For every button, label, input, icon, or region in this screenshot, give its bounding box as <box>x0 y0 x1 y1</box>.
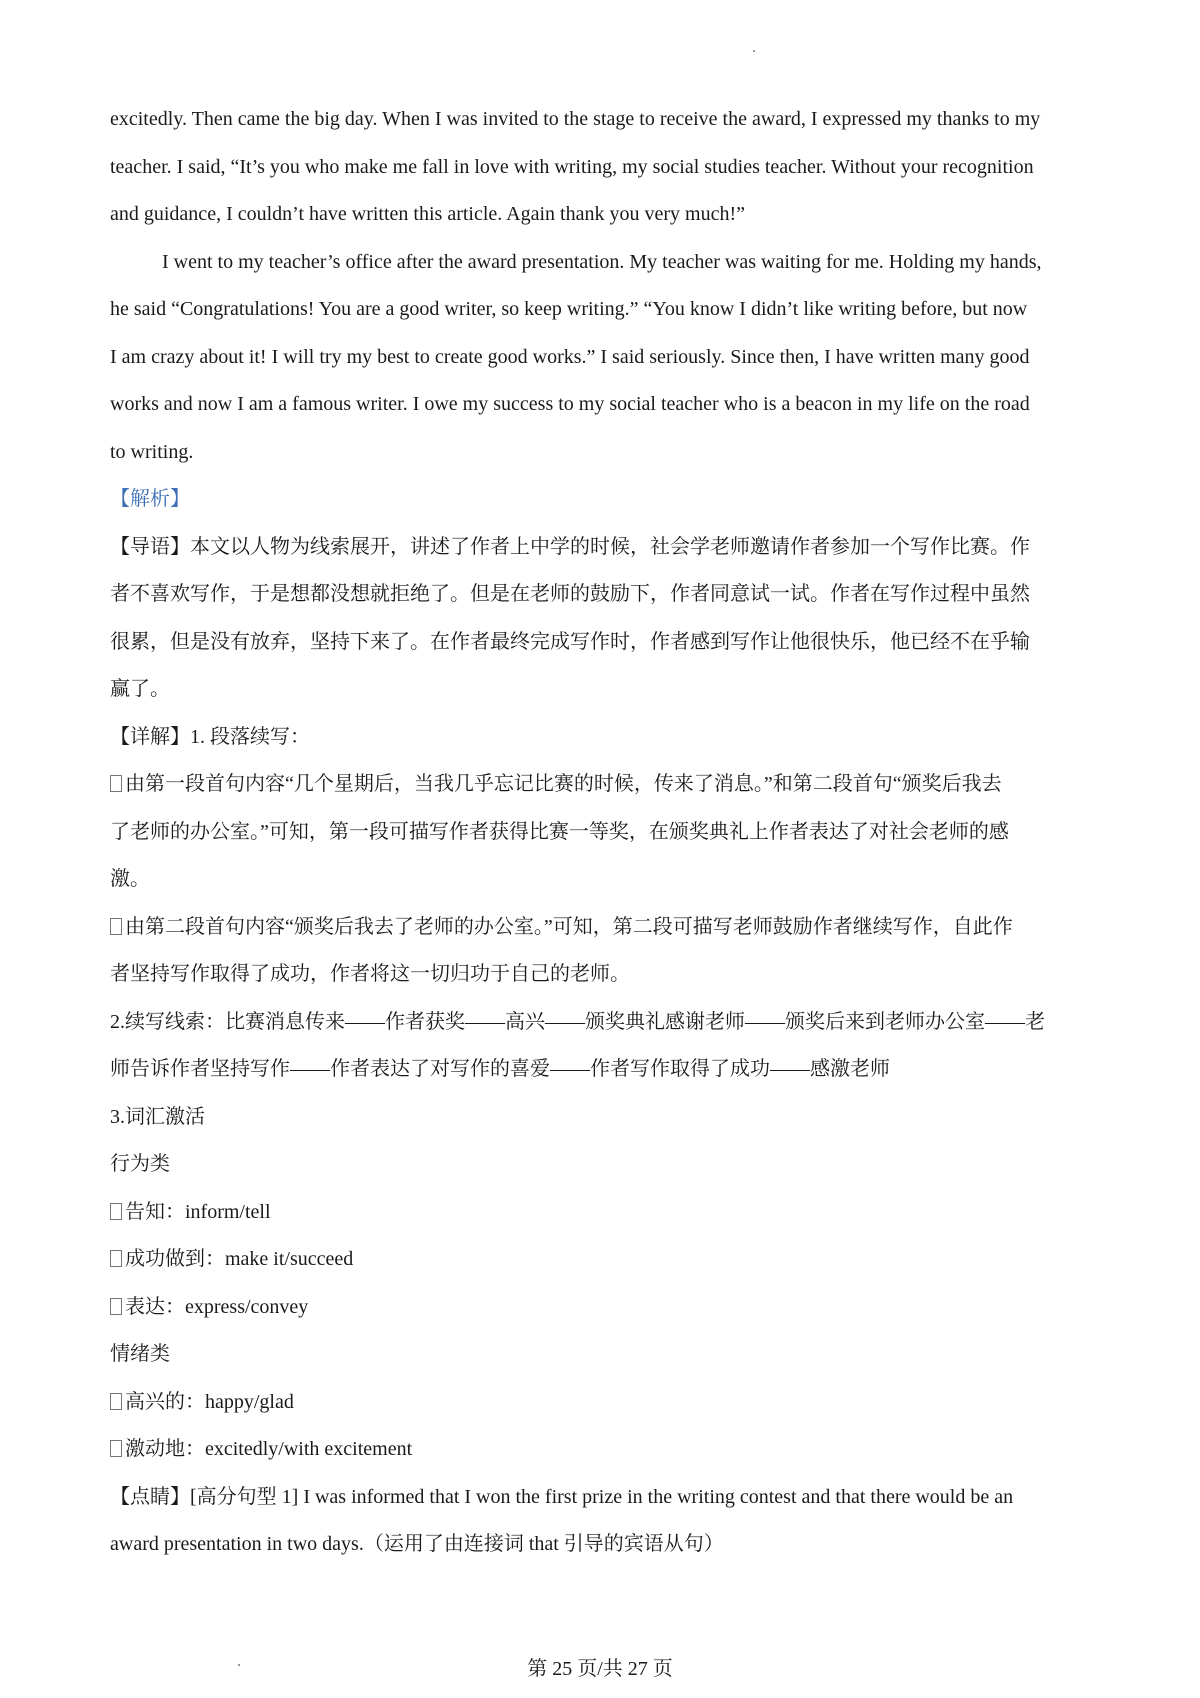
text-span: 由第二段首句内容“颁奖后我去了老师的办公室。”可知，第二段可描写老师鼓励作者继续写作，自此作 <box>125 915 1013 938</box>
text-line: I went to my teacher’s office after the award presentation. My teacher was waiting for me. Holding my hands, <box>162 250 1042 273</box>
text-span: 激动地：excitedly/with excitement <box>125 1438 413 1460</box>
analysis-intro <box>110 524 1100 714</box>
vocab-item <box>110 1189 1100 1237</box>
detail-point-2 <box>110 904 1100 999</box>
text-line: excitedly. Then came the big day. When I was invited to the stage to receive the award, I expressed my thanks to my <box>110 108 1041 130</box>
vocab-item <box>110 1284 1100 1332</box>
text-span: 告知：inform/tell <box>125 1200 271 1223</box>
page-number: 第 25 页/共 27 页 <box>527 1658 673 1680</box>
writing-clues <box>110 999 1100 1094</box>
text-line: to writing. <box>110 440 194 463</box>
scan-dot <box>753 50 755 52</box>
text-line: 2.续写线索：比赛消息传来——作者获奖——高兴——颁奖典礼感谢老师——颁奖后来到老师办公室——老 <box>110 1010 1045 1033</box>
text-line: 【导语】本文以人物为线索展开，讲述了作者上中学的时候，社会学老师邀请作者参加一个写作比赛。作 <box>110 535 1030 558</box>
missing-glyph-icon <box>110 1298 122 1315</box>
missing-glyph-icon <box>110 1393 122 1410</box>
text-span: 高兴的：happy/glad <box>125 1390 294 1413</box>
analysis-heading: 【解析】 <box>110 488 190 510</box>
text-span: 表达：express/convey <box>125 1295 309 1318</box>
vocab-heading: 3.词汇激活 <box>110 1105 205 1128</box>
essay-paragraph-1 <box>110 96 1100 239</box>
text-line <box>110 761 1100 809</box>
text-line: 师告诉作者坚持写作——作者表达了对写作的喜爱——作者写作取得了成功——感激老师 <box>110 1058 890 1080</box>
detail-point-1 <box>110 761 1100 904</box>
vocab-item <box>110 1379 1100 1427</box>
vocab-category-emotion: 情绪类 <box>110 1343 170 1365</box>
essay-paragraph-2 <box>110 239 1100 477</box>
vocab-category-action: 行为类 <box>110 1153 170 1175</box>
missing-glyph-icon <box>110 918 122 935</box>
text-line: teacher. I said, “It’s you who make me fall in love with writing, my social studies teacher. Without your recognition <box>110 155 1034 178</box>
missing-glyph-icon <box>110 1203 122 1220</box>
missing-glyph-icon <box>110 1250 122 1267</box>
text-span: 成功做到：make it/succeed <box>125 1248 354 1270</box>
text-line: I am crazy about it! I will try my best to create good works.” I said seriously. Since then, I have written many good <box>110 345 1030 368</box>
text-line <box>110 904 1100 952</box>
text-line: 激。 <box>110 868 150 890</box>
text-line: 【点睛】[高分句型 1] I was informed that I won the first prize in the writing contest and that there would be an <box>110 1485 1014 1508</box>
text-line: 者坚持写作取得了成功，作者将这一切归功于自己的老师。 <box>110 963 630 985</box>
text-line: and guidance, I couldn’t have written this article. Again thank you very much!” <box>110 203 745 225</box>
document-body <box>110 96 1100 1569</box>
text-line: award presentation in two days.（运用了由连接词 that 引导的宾语从句） <box>110 1533 724 1555</box>
vocab-item <box>110 1236 1100 1284</box>
missing-glyph-icon <box>110 775 122 792</box>
text-span: 由第一段首句内容“几个星期后，当我几乎忘记比赛的时候，传来了消息。”和第二段首句“颁奖后我去 <box>125 773 1002 795</box>
text-line: 者不喜欢写作，于是想都没想就拒绝了。但是在老师的鼓励下，作者同意试一试。作者在写作过程中虽然 <box>110 583 1030 605</box>
text-line: 了老师的办公室。”可知，第一段可描写作者获得比赛一等奖，在颁奖典礼上作者表达了对社会老师的感 <box>110 820 1009 843</box>
tip-section <box>110 1474 1100 1569</box>
text-line: he said “Congratulations! You are a good writer, so keep writing.” “You know I didn’t like writing before, but now <box>110 298 1028 320</box>
text-line: 赢了。 <box>110 678 170 700</box>
text-line: works and now I am a famous writer. I owe my success to my social teacher who is a beacon in my life on the road <box>110 393 1030 415</box>
detail-heading: 【详解】1. 段落续写： <box>110 725 310 748</box>
missing-glyph-icon <box>110 1440 122 1457</box>
vocab-item <box>110 1426 1100 1474</box>
text-line: 很累，但是没有放弃，坚持下来了。在作者最终完成写作时，作者感到写作让他很快乐，他已经不在乎输 <box>110 630 1030 653</box>
